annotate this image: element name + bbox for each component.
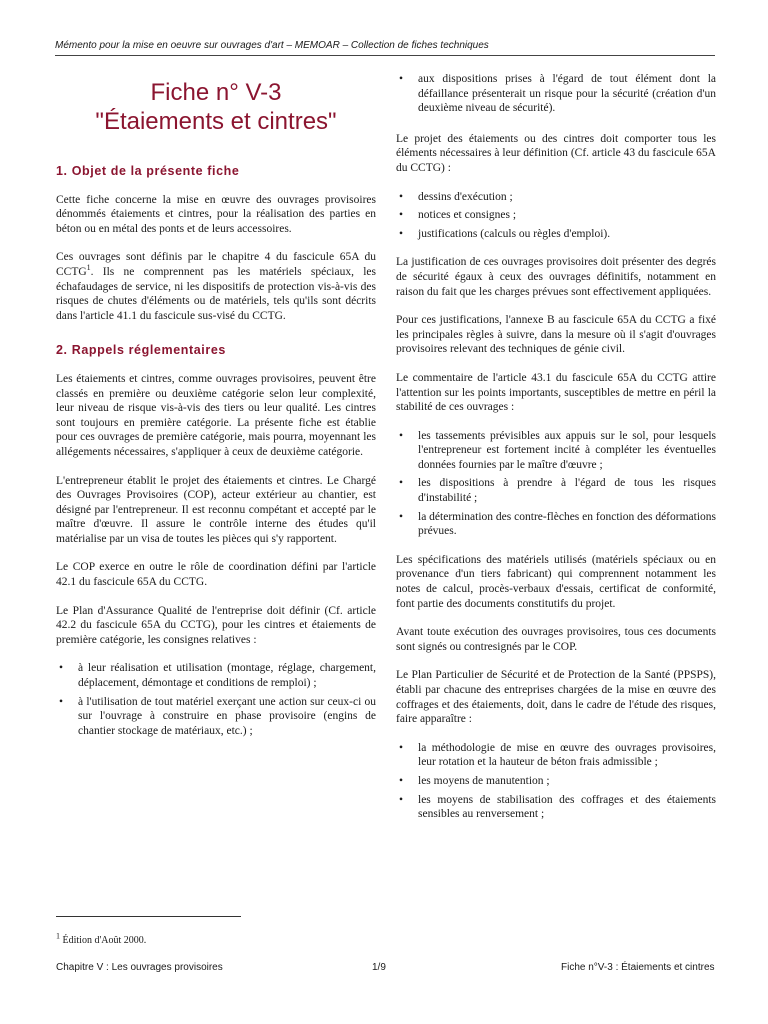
paragraph: La justification de ces ouvrages provisoires doit présenter des degrés de sécurité égaux à ceux des ouvrages définitifs, notamment en raison du fait que les charges prévues sont effectivement appliquées. — [396, 256, 716, 298]
paragraph: Le projet des étaiements ou des cintres doit comporter tous les éléments nécessaires à leur définition (Cf. article 43 du fascicule 65A du CCTG) : — [396, 132, 716, 174]
list-item: • aux dispositions prises à l'égard de tout élément dont la défaillance présenterait un risque pour la sécurité (création d'un deuxième niveau de sécurité). — [396, 72, 716, 116]
paragraph: Les spécifications des matériels utilisés (matériels spéciaux ou en provenance d'un tiers fabricant) qui comprennent notamment les notes de calcul, procès-verbaux d'essais, certificat de conformité, font partie des documents constitutifs du projet. — [396, 553, 716, 610]
title-line-1: Fiche n° V-3 — [150, 79, 282, 106]
footnote-mark: 1 — [56, 931, 60, 941]
list-item: • les tassements prévisibles aux appuis sur le sol, pour lesquels l'entrepreneur est fortement incité à compléter les éventuelles données fournies par le maître d'œuvre ; — [396, 429, 716, 473]
footnote — [56, 931, 147, 946]
paragraph: Avant toute exécution des ouvrages provisoires, tous ces documents sont signés ou contresignés par le COP. — [396, 626, 716, 653]
section-1-heading: 1. Objet de la présente fiche — [56, 164, 240, 178]
footer-page-number: 1/9 — [372, 962, 386, 973]
paragraph-text: . Ils ne comprennent pas les matériels spéciaux, les échafaudages de service, ni les dispositifs de protection vis-à-vis des risques de chutes d'éléments ou de matériels, tels qu'ils sont décrits dans l'article 41.1 du fascicule sus-visé du CCTG. — [56, 265, 376, 322]
list-item: • les dispositions à prendre à l'égard de tous les risques d'instabilité ; — [396, 476, 716, 505]
project-elements-list — [396, 190, 716, 242]
footnote-separator — [56, 916, 241, 917]
paragraph: Le commentaire de l'article 43.1 du fascicule 65A du CCTG attire l'attention sur les points importants, susceptibles de mettre en péril la stabilité de ces ouvrages : — [396, 371, 716, 414]
ppsps-list — [396, 741, 716, 822]
consignes-list-continued — [396, 72, 716, 116]
list-item: • la méthodologie de mise en œuvre des ouvrages provisoires, leur rotation et la hauteur de béton frais admissible ; — [396, 741, 716, 770]
footnote-reference[interactable]: 1 — [86, 263, 91, 273]
section-2-paragraph-1: Les étaiements et cintres, comme ouvrages provisoires, peuvent être classés en première ou deuxième catégorie selon leur complexité, leur niveau de risque vis-à-vis des tiers ou leur qualité. Les cintres sont toujours en première catégorie. La présente fiche est établie pour ces ouvrages de première catégorie, mais pourra, moyennant les allégements nécessaires, s'appliquer à ceux de deuxième catégorie. — [56, 372, 376, 458]
list-item: • les moyens de stabilisation des coffrages et des étaiements sensibles au renversement ; — [396, 793, 716, 822]
section-2-paragraph-4: Le Plan d'Assurance Qualité de l'entreprise doit définir (Cf. article 42.2 du fascicule 65A du CCTG), pour les cintres et étaiements de première catégorie, les consignes relatives : — [56, 604, 376, 646]
paragraph-text: Ces ouvrages sont définis par le chapitre 4 du fascicule 65A du CCTG — [56, 251, 376, 278]
list-item: • à leur réalisation et utilisation (montage, réglage, chargement, déplacement, démontage et conditions de remploi) ; — [56, 661, 376, 690]
paragraph: Le Plan Particulier de Sécurité et de Protection de la Santé (PPSPS), établi par chacune des entreprises chargées de la mise en œuvre des coffrages et des étaiements, doit, dans le cadre de l'étude des risques, faire apparaître : — [396, 669, 716, 726]
section-2-heading: 2. Rappels réglementaires — [56, 343, 226, 358]
paragraph: Pour ces justifications, l'annexe B au fascicule 65A du CCTG a fixé les principales règles à suivre, dans la mesure où il s'agit d'ouvrages provisoires relevant des techniques de génie civil. — [396, 314, 716, 356]
list-item: • à l'utilisation de tout matériel exerçant une action sur ceux-ci ou sur l'ouvrage à construire en phase provisoire (engins de chantier stockage de matériaux, etc.) ; — [56, 695, 376, 739]
section-2-paragraph-2: L'entrepreneur établit le projet des étaiements et cintres. Le Chargé des Ouvrages Provisoires (COP), acteur extérieur au chantier, est désigné par l'entrepreneur. Il est reconnu compétant et accepté par le maître d'œuvre. Il assure le contrôle interne des études qu'il matérialise par un visa de toutes les pièces qui s'y rapportent. — [56, 474, 376, 545]
list-item: • la détermination des contre-flèches en fonction des déformations prévues. — [396, 510, 716, 539]
list-item: • dessins d'exécution ; — [396, 190, 716, 205]
consignes-list — [56, 661, 376, 738]
list-item: • les moyens de manutention ; — [396, 774, 716, 789]
page-title — [56, 78, 376, 136]
stability-risks-list — [396, 429, 716, 539]
section-2-paragraph-3: Le COP exerce en outre le rôle de coordination défini par l'article 42.1 du fascicule 65A du CCTG. — [56, 561, 376, 589]
list-item: • notices et consignes ; — [396, 208, 716, 223]
footnote-text: Édition d'Août 2000. — [60, 935, 147, 946]
footer-chapter: Chapitre V : Les ouvrages provisoires — [56, 962, 223, 973]
section-1-paragraph-2 — [56, 250, 376, 323]
right-column — [396, 72, 716, 836]
footer-fiche-title: Fiche n°V-3 : Étaiements et cintres — [561, 962, 715, 973]
running-header: Mémento pour la mise en oeuvre sur ouvrages d'art – MEMOAR – Collection de fiches techniques — [55, 40, 715, 56]
title-line-2: "Étaiements et cintres" — [95, 108, 337, 135]
section-1-paragraph-1: Cette fiche concerne la mise en œuvre des ouvrages provisoires dénommés étaiements et cintres, pour la réalisation des parties en béton ou en métal des ponts et de leurs accessoires. — [56, 193, 376, 235]
left-column — [56, 72, 376, 752]
list-item: • justifications (calculs ou règles d'emploi). — [396, 227, 716, 242]
